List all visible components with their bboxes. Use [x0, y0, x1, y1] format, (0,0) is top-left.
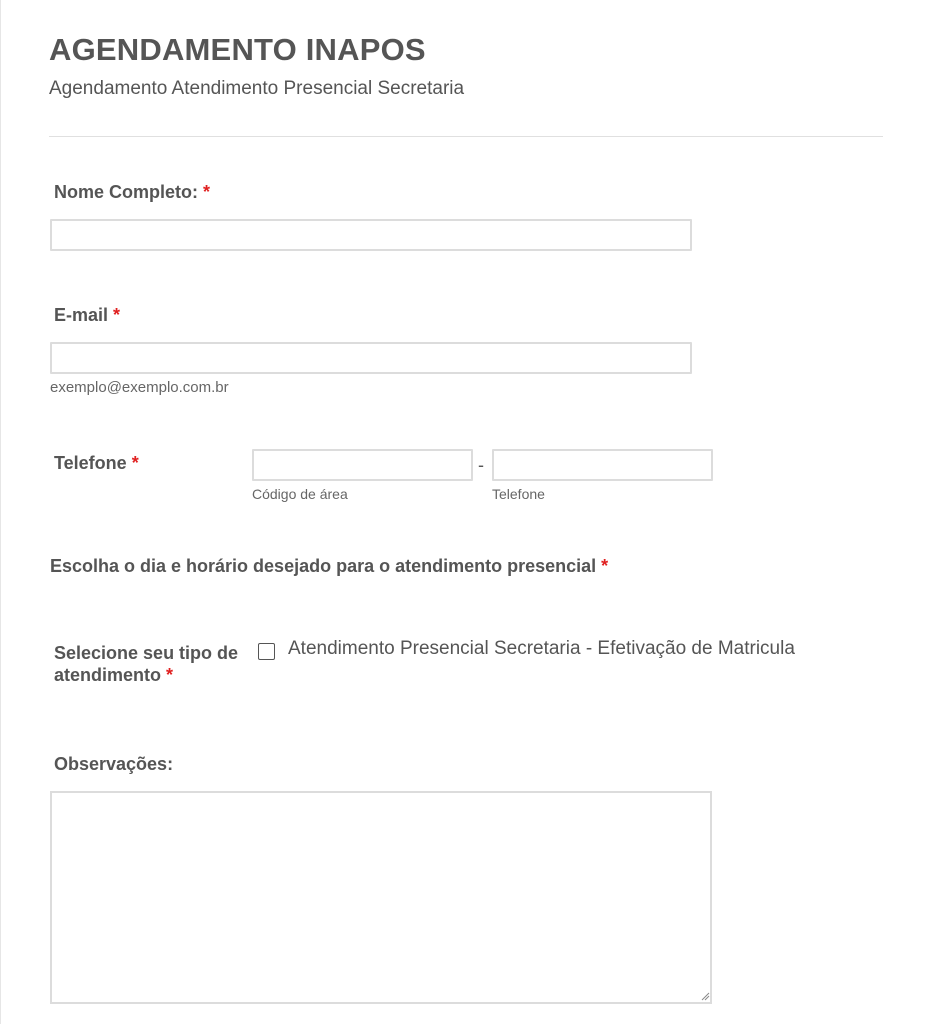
email-label-text: E-mail: [54, 305, 109, 325]
phone-number-input[interactable]: [492, 449, 713, 481]
nome-field-label: [54, 182, 210, 203]
nome-completo-input[interactable]: [50, 219, 692, 251]
email-field-label: [54, 305, 120, 326]
dia-horario-label-text: Escolha o dia e horário desejado para o atendimento presencial: [50, 556, 597, 576]
area-code-sublabel: Código de área: [252, 486, 348, 502]
email-input[interactable]: [50, 342, 692, 374]
email-hint: exemplo@exemplo.com.br: [50, 379, 229, 396]
checkbox-unchecked-icon[interactable]: [258, 643, 275, 660]
form-title: AGENDAMENTO INAPOS: [49, 32, 426, 67]
dia-horario-field-label: [50, 556, 608, 577]
observacoes-label-text: Observações:: [54, 754, 174, 774]
area-code-input[interactable]: [252, 449, 473, 481]
required-marker: *: [601, 556, 609, 576]
phone-separator: -: [478, 455, 484, 475]
telefone-field-label: [54, 453, 139, 474]
resize-grip-icon[interactable]: [700, 991, 710, 1001]
observacoes-field-label: [54, 754, 173, 775]
tipo-atendimento-label-line1: Selecione seu tipo de: [54, 643, 239, 663]
header-divider: [49, 136, 883, 137]
required-marker: *: [203, 182, 211, 202]
observacoes-textarea[interactable]: [50, 791, 712, 1004]
phone-number-sublabel: Telefone: [492, 486, 545, 502]
tipo-atendimento-label-line2: atendimento: [54, 665, 162, 685]
required-marker: *: [131, 453, 139, 473]
form-subtitle: Agendamento Atendimento Presencial Secretaria: [49, 78, 465, 99]
telefone-label-text: Telefone: [54, 453, 127, 473]
required-marker: *: [113, 305, 121, 325]
required-marker: *: [166, 665, 174, 685]
tipo-atendimento-field-label: [54, 642, 238, 686]
tipo-atendimento-option-label[interactable]: Atendimento Presencial Secretaria - Efetivação de Matricula: [288, 638, 795, 659]
nome-label-text: Nome Completo:: [54, 182, 198, 202]
